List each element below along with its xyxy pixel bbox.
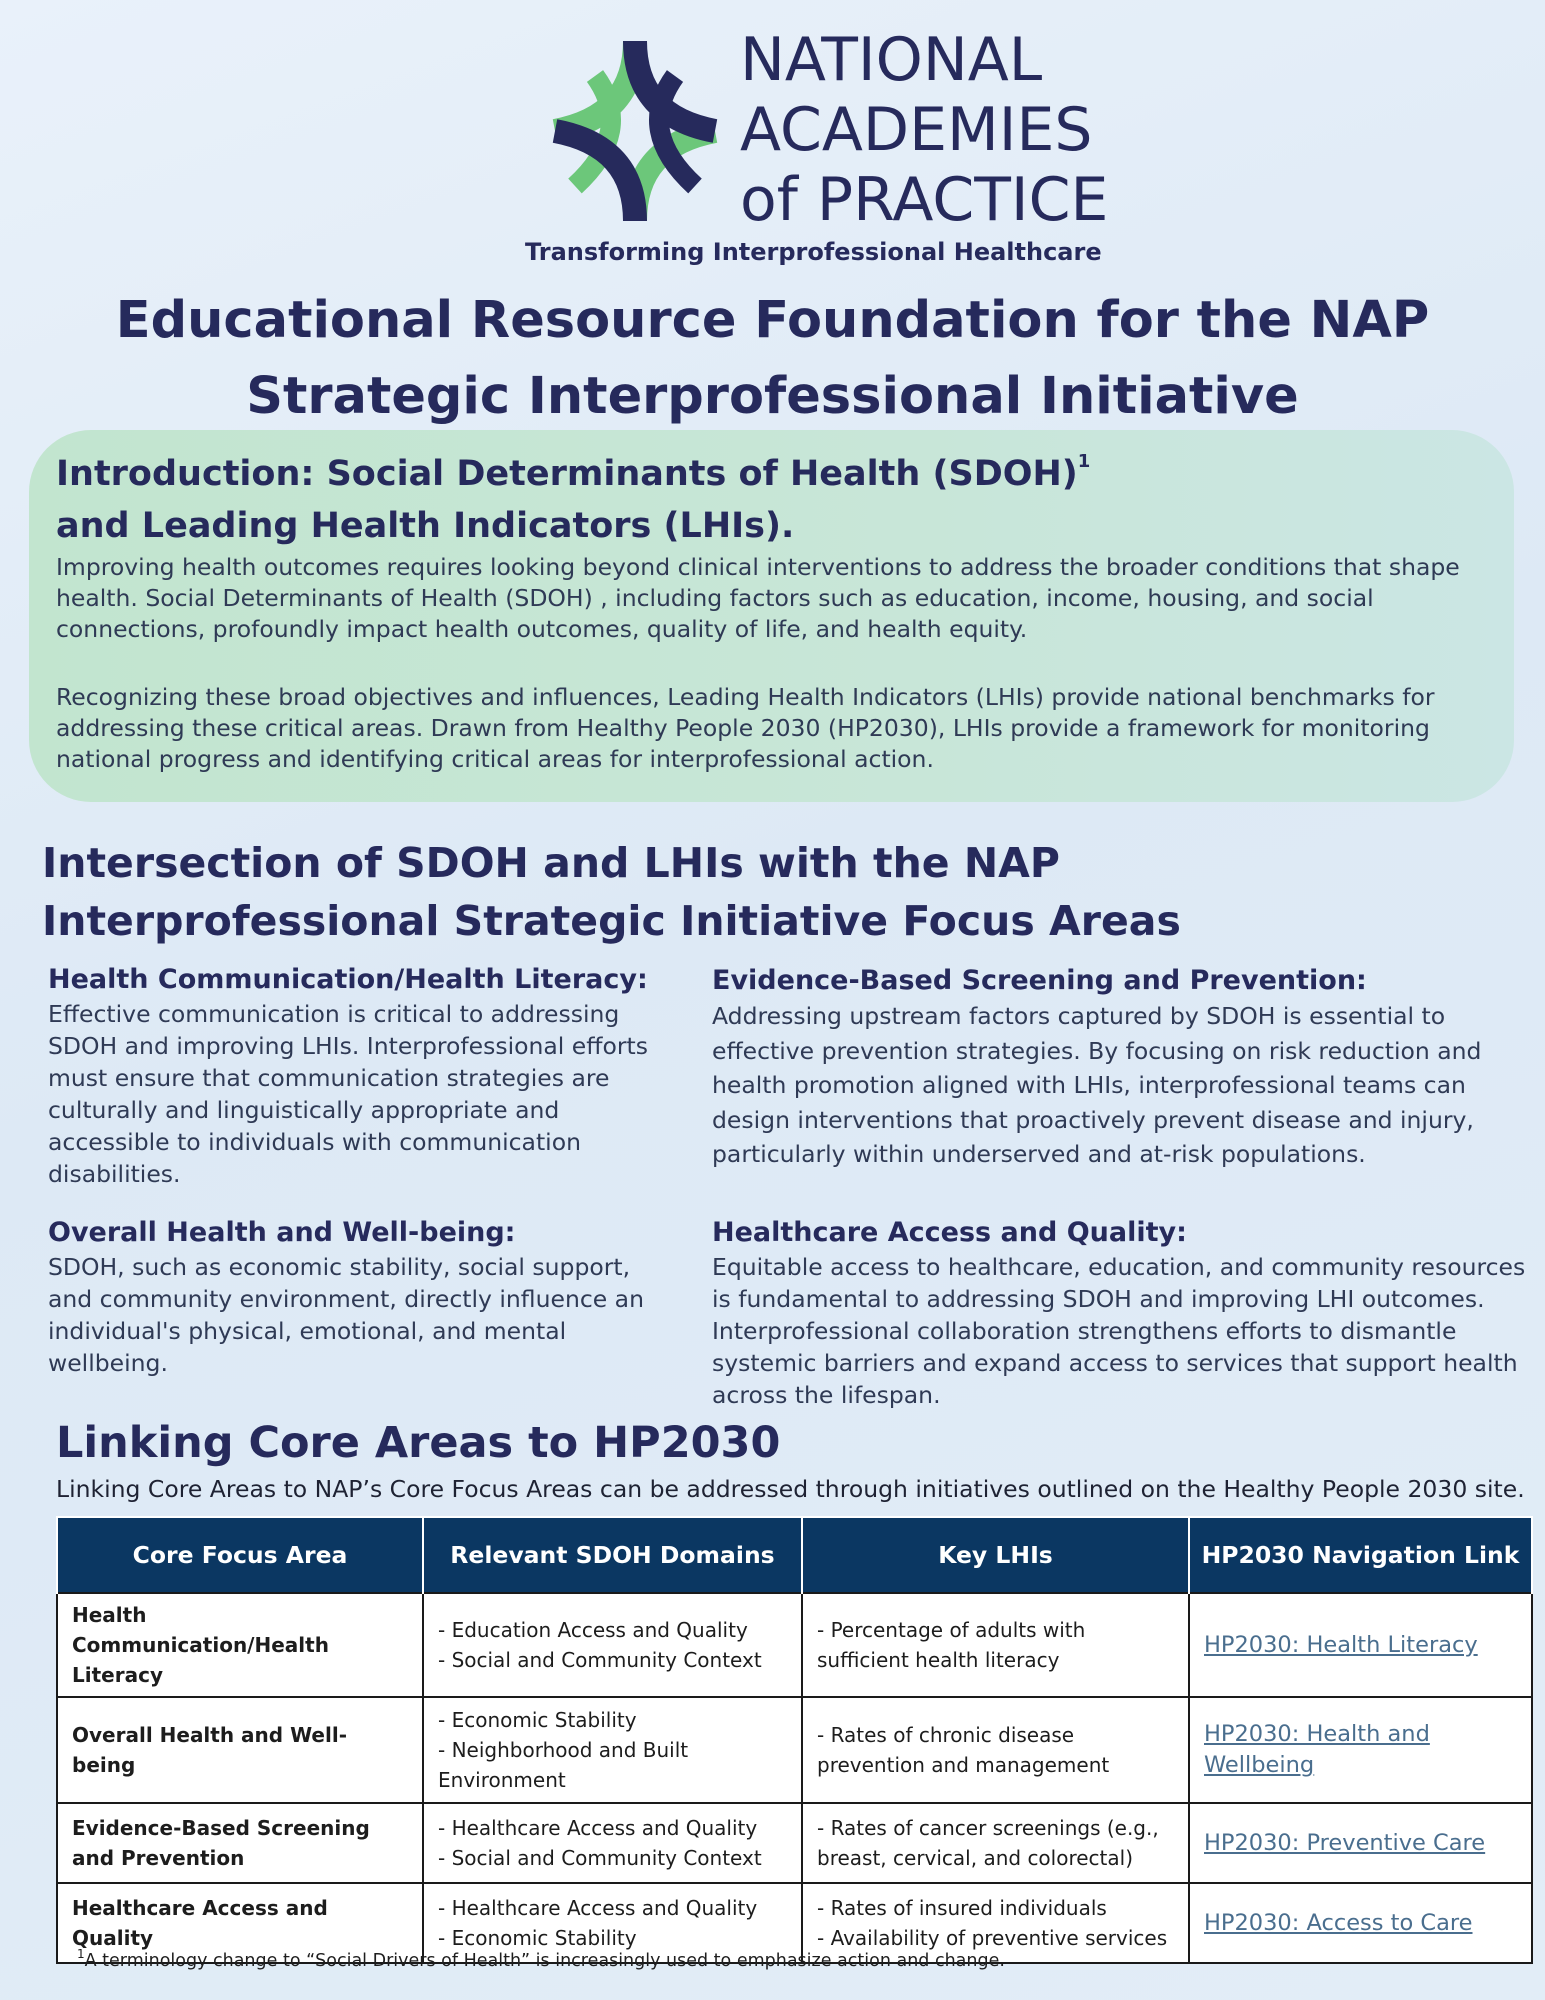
sdoh-domains-cell: [423, 1593, 802, 1697]
key-lhis-cell: [802, 1697, 1189, 1803]
focus-body: Effective communication is critical to addressing SDOH and improving LHIs. Interprofessional efforts must ensure that communication strategies are culturally and linguistically appropriate and accessible to individuals with communication disabilities.: [48, 1000, 648, 1188]
table-header-row: [57, 1517, 1532, 1593]
linking-heading: Linking Core Areas to HP2030: [56, 1418, 781, 1468]
key-lhi: - Rates of cancer screenings (e.g., breast, cervical, and colorectal): [817, 1816, 1159, 1870]
column-header: HP2030 Navigation Link: [1189, 1517, 1532, 1593]
core-focus-area-cell: Health Communication/Health Literacy: [57, 1593, 423, 1697]
footnote: [77, 1947, 1005, 1971]
focus-title: Evidence-Based Screening and Prevention:: [712, 965, 1367, 996]
footnote-marker: 1: [1077, 451, 1091, 472]
intro-box: [29, 430, 1514, 802]
core-focus-area-cell: Overall Health and Well-being: [57, 1697, 423, 1803]
key-lhi: - Availability of preventive services: [817, 1926, 1168, 1950]
key-lhis-cell: [802, 1803, 1189, 1883]
sdoh-domain: - Social and Community Context: [438, 1846, 762, 1870]
focus-title: Overall Health and Well-being:: [48, 1217, 516, 1248]
intro-heading: [56, 448, 1090, 552]
key-lhi: - Rates of insured individuals: [817, 1896, 1107, 1920]
focus-body: Equitable access to healthcare, education, and community resources is fundamental to addressing SDOH and improving LHI outcomes. Interprofessional collaboration strengthens efforts to dismantle systemic barriers and expand access to services that support health across the lifespan.: [712, 1253, 1526, 1409]
footnote-marker: 1: [77, 1947, 85, 1961]
focus-body: SDOH, such as economic stability, social support, and community environment, directly influence an individual's physical, emotional, and mental wellbeing.: [48, 1253, 644, 1377]
hp2030-link[interactable]: HP2030: Health Literacy: [1204, 1631, 1478, 1658]
sdoh-domain: - Neighborhood and Built Environment: [438, 1738, 689, 1792]
sdoh-domain: - Healthcare Access and Quality: [438, 1816, 758, 1840]
core-focus-area-cell: Evidence-Based Screening and Prevention: [57, 1803, 423, 1883]
intro-heading-line-1: Introduction: Social Determinants of Health (SDOH): [56, 454, 1078, 494]
focus-title: Health Communication/Health Literacy:: [48, 964, 648, 995]
page-title: Educational Resource Foundation for the NAP Strategic Interprofessional Initiative: [115, 291, 1430, 426]
hp2030-link[interactable]: HP2030: Access to Care: [1204, 1909, 1473, 1936]
sdoh-domain: - Education Access and Quality: [438, 1618, 748, 1642]
intersection-heading: Intersection of SDOH and LHIs with the NAP Interprofessional Strategic Initiative Focus Areas: [42, 839, 1181, 945]
navigation-link-cell: [1189, 1697, 1532, 1803]
column-header: Relevant SDOH Domains: [423, 1517, 802, 1593]
org-name-line-1: NATIONAL: [740, 25, 1043, 95]
focus-health-communication: [48, 962, 668, 1190]
navigation-link-cell: [1189, 1883, 1532, 1963]
footnote-text: A terminology change to “Social Drivers of Health” is increasingly used to emphasize action and change.: [84, 1951, 1005, 1971]
org-name-line-2: ACADEMIES: [740, 95, 1093, 165]
focus-evidence-based-screening: [712, 963, 1512, 1172]
sdoh-domain: - Healthcare Access and Quality: [438, 1896, 758, 1920]
core-focus-area-cell: Healthcare Access and Quality: [57, 1883, 423, 1963]
focus-overall-health: [48, 1215, 668, 1379]
table-row: [57, 1593, 1532, 1697]
sdoh-domain: - Economic Stability: [438, 1926, 637, 1950]
sdoh-domains-cell: [423, 1697, 802, 1803]
hp2030-link[interactable]: HP2030: Preventive Care: [1204, 1829, 1486, 1856]
column-header: Core Focus Area: [57, 1517, 423, 1593]
intro-heading-line-2: and Leading Health Indicators (LHIs).: [56, 506, 795, 546]
navigation-link-cell: [1189, 1593, 1532, 1697]
key-lhi: - Rates of chronic disease prevention and management: [817, 1723, 1110, 1777]
key-lhi: - Percentage of adults with sufficient health literacy: [817, 1618, 1086, 1672]
hp2030-table: [56, 1516, 1531, 1964]
intro-paragraph-1: Improving health outcomes requires looking beyond clinical interventions to address the broader conditions that shape health. Social Determinants of Health (SDOH) , including factors such as education, income, housing, and social connections, profoundly impact health outcomes, quality of life, and health equity.: [56, 553, 1460, 643]
sdoh-domain: - Social and Community Context: [438, 1648, 762, 1672]
table-row: [57, 1803, 1532, 1883]
tagline: Transforming Interprofessional Healthcare: [525, 238, 1102, 266]
focus-body: Addressing upstream factors captured by SDOH is essential to effective prevention strategies. By focusing on risk reduction and health promotion aligned with LHIs, interprofessional teams can design interventions that proactively prevent disease and injury, particularly within underserved and at-risk populations.: [712, 1002, 1482, 1168]
table-row: [57, 1697, 1532, 1803]
key-lhis-cell: [802, 1593, 1189, 1697]
intro-paragraph-2: Recognizing these broad objectives and influences, Leading Health Indicators (LHIs) provide national benchmarks for addressing these critical areas. Drawn from Healthy People 2030 (HP2030), LHIs provide a framework for monitoring national progress and identifying critical areas for interprofessional action.: [56, 683, 1435, 773]
nap-logo: [525, 25, 1109, 273]
column-header: Key LHIs: [802, 1517, 1189, 1593]
navigation-link-cell: [1189, 1803, 1532, 1883]
sdoh-domains-cell: [423, 1803, 802, 1883]
sdoh-domain: - Economic Stability: [438, 1708, 637, 1732]
org-name-line-3: of PRACTICE: [740, 165, 1109, 235]
hp2030-link[interactable]: HP2030: Health and Wellbeing: [1204, 1721, 1430, 1778]
focus-title: Healthcare Access and Quality:: [712, 1217, 1187, 1248]
linking-subheading: Linking Core Areas to NAP’s Core Focus Areas can be addressed through initiatives outlined on the Healthy People 2030 site.: [56, 1475, 1525, 1503]
interlocking-arcs-logo-icon: [535, 36, 735, 226]
focus-healthcare-access: [712, 1215, 1527, 1411]
